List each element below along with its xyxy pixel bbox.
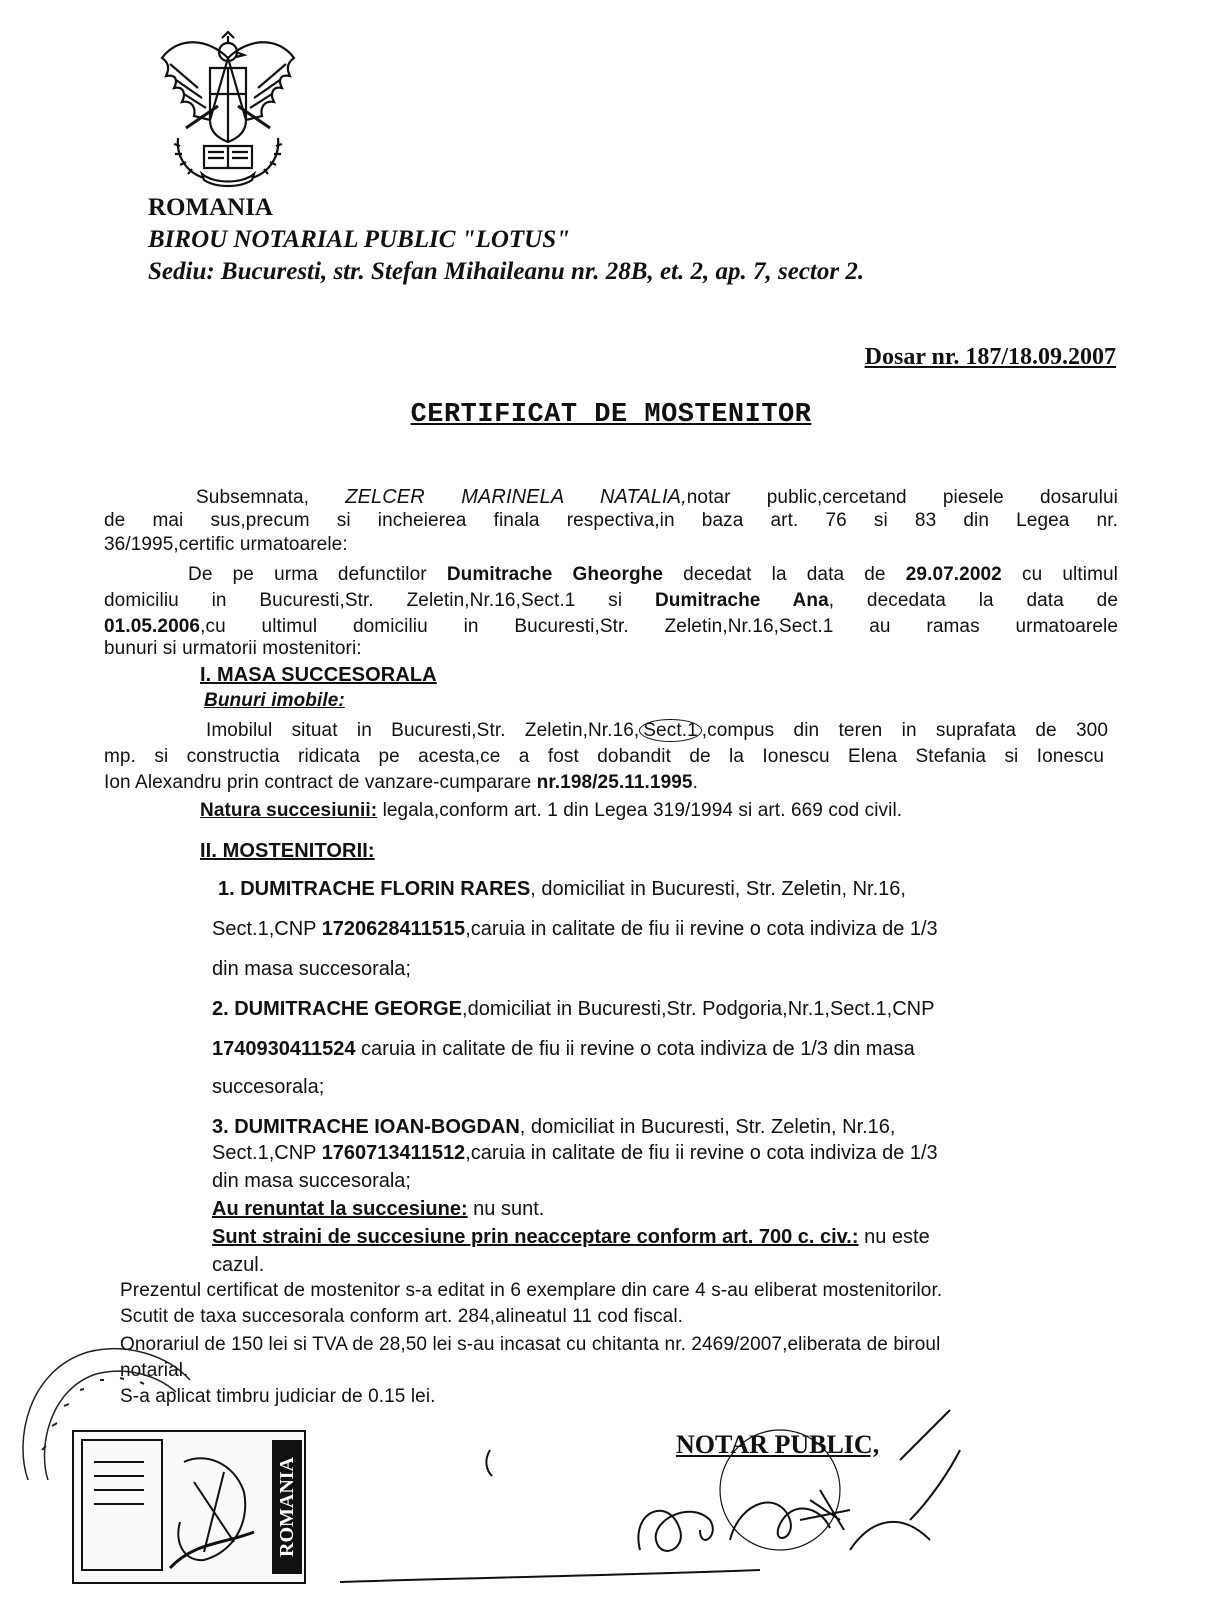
heir-cnp: 1740930411524: [212, 1038, 356, 1060]
heir-text: ,caruia in calitate de fiu ii revine o cota indiviza de 1/3: [465, 918, 938, 940]
circled-sector: Sect.1: [639, 719, 701, 742]
intro-line-3: 36/1995,certific urmatoarele:: [104, 534, 348, 555]
estate-line-3: [104, 772, 698, 794]
intro-line-2: de mai sus,precum si incheierea finala respectiva,in baza art. 76 si 83 din Legea nr.: [104, 510, 1118, 531]
heir-text: , domiciliat in Bucuresti, Str. Zeletin, Nr.16,: [530, 878, 906, 900]
deceased-text: domiciliu in Bucuresti,Str. Zeletin,Nr.16,Sect.1 si: [104, 590, 655, 611]
deceased-line-4: bunuri si urmatorii mostenitori:: [104, 638, 362, 659]
heir-cnp: 1720628411515: [321, 918, 466, 940]
heir-1-line-3: din masa succesorala;: [212, 958, 411, 980]
succession-nature: [200, 800, 902, 822]
succession-nature-text: legala,conform art. 1 din Legea 319/1994 si art. 669 cod civil.: [377, 800, 903, 821]
intro-text: Subsemnata,: [196, 487, 346, 508]
heir-2-line-3: succesorala;: [212, 1076, 325, 1098]
notary-signature-label: NOTAR PUBLIC,: [676, 1430, 880, 1459]
deceased-name: Dumitrache Ana: [654, 590, 829, 611]
dosar-number: Dosar nr. 187/18.09.2007: [864, 344, 1116, 370]
succession-nature-label: Natura succesiunii:: [200, 800, 378, 821]
closing-line-5: S-a aplicat timbru judiciar de 0.15 lei.: [120, 1386, 436, 1407]
estate-text: .: [692, 772, 698, 793]
deceased-line-2: [104, 590, 1118, 612]
heir-text: ,domiciliat in Bucuresti,Str. Podgoria,Nr.1,Sect.1,CNP: [462, 998, 935, 1020]
renunt-label: Au renuntat la succesiune:: [212, 1198, 468, 1220]
strain-text: nu este: [858, 1226, 930, 1248]
heirs-heading: II. MOSTENITORII:: [200, 840, 375, 862]
renunt-line: [212, 1198, 544, 1221]
header-country: ROMANIA: [148, 194, 273, 221]
judicial-stamp: [72, 1430, 306, 1584]
heir-1-line-1: [218, 878, 906, 901]
notary-name: ZELCER MARINELA NATALIA,: [345, 486, 687, 508]
deceased-line-1: [188, 564, 1118, 586]
deceased-text: , decedata la data de: [828, 590, 1118, 611]
handwritten-signature: [340, 1400, 980, 1600]
closing-line-4: notarial.: [120, 1360, 189, 1381]
heir-name: 2. DUMITRACHE GEORGE: [212, 998, 463, 1020]
heir-3-line-1: [212, 1116, 895, 1139]
document-title: CERTIFICAT DE MOSTENITOR: [410, 400, 812, 430]
deceased-text: cu ultimul: [1001, 564, 1118, 585]
estate-line-2: mp. si constructia ridicata pe acesta,ce a fost dobandit de la Ionescu Elena Stefania si Ionescu: [104, 746, 1104, 767]
closing-line-3: Onorariul de 150 lei si TVA de 28,50 lei s-au incasat cu chitanta nr. 2469/2007,eliberata de biroul: [120, 1334, 941, 1355]
heir-text: Sect.1,CNP: [212, 918, 322, 940]
coat-of-arms-emblem: [148, 28, 308, 188]
heir-2-line-1: [212, 998, 934, 1021]
estate-text: Ion Alexandru prin contract de vanzare-cumparare: [104, 772, 537, 793]
estate-text: Imobilul situat in Bucuresti,Str. Zeletin,Nr.16,: [206, 720, 640, 741]
heir-text: Sect.1,CNP: [212, 1142, 322, 1164]
heir-3-line-3: din masa succesorala;: [212, 1170, 411, 1192]
contract-number: nr.198/25.11.1995: [536, 772, 693, 793]
estate-heading: I. MASA SUCCESORALA: [200, 664, 437, 686]
deceased-text: ,cu ultimul domiciliu in Bucuresti,Str. Zeletin,Nr.16,Sect.1 au ramas urmatoarele: [200, 616, 1118, 637]
closing-line-1: Prezentul certificat de mostenitor s-a editat in 6 exemplare din care 4 s-au eliberat mostenitorilor.: [120, 1280, 943, 1301]
header-address: Sediu: Bucuresti, str. Stefan Mihaileanu nr. 28B, et. 2, ap. 7, sector 2.: [148, 258, 865, 285]
deceased-line-3: [104, 616, 1118, 638]
renunt-text: nu sunt.: [467, 1198, 545, 1220]
deceased-text: De pe urma defunctilor: [188, 564, 447, 585]
heir-text: ,caruia in calitate de fiu ii revine o cota indiviza de 1/3: [465, 1142, 938, 1164]
heir-text: , domiciliat in Bucuresti, Str. Zeletin, Nr.16,: [519, 1116, 896, 1138]
stamp-country-label: ROMANIA: [272, 1440, 302, 1574]
header-office: BIROU NOTARIAL PUBLIC "LOTUS": [148, 226, 571, 253]
heir-1-line-2: [212, 918, 938, 941]
deceased-date: 01.05.2006: [104, 616, 201, 637]
closing-line-2: Scutit de taxa succesorala conform art. 284,alineatul 11 cod fiscal.: [120, 1306, 684, 1327]
estate-text: ,compus din teren in suprafata de 300: [701, 720, 1108, 741]
intro-line-1: [196, 486, 1118, 509]
estate-subheading: Bunuri imobile:: [204, 690, 345, 711]
deceased-date: 29.07.2002: [905, 564, 1002, 585]
heir-name: 3. DUMITRACHE IOAN-BOGDAN: [212, 1116, 520, 1138]
heir-text: caruia in calitate de fiu ii revine o cota indiviza de 1/3 din masa: [355, 1038, 915, 1060]
strain-line-2: cazul.: [212, 1254, 265, 1276]
heir-cnp: 1760713411512: [321, 1142, 466, 1164]
intro-text: notar public,cercetand piesele dosarului: [686, 487, 1118, 508]
estate-line-1: [206, 720, 1108, 742]
heir-3-line-2: [212, 1142, 938, 1165]
heir-name: 1. DUMITRACHE FLORIN RARES: [218, 878, 531, 900]
deceased-text: decedat la data de: [663, 564, 906, 585]
strain-label: Sunt straini de succesiune prin neacceptare conform art. 700 c. civ.:: [212, 1226, 859, 1248]
strain-line: [212, 1226, 930, 1249]
deceased-name: Dumitrache Gheorghe: [446, 564, 664, 585]
heir-2-line-2: [212, 1038, 915, 1061]
